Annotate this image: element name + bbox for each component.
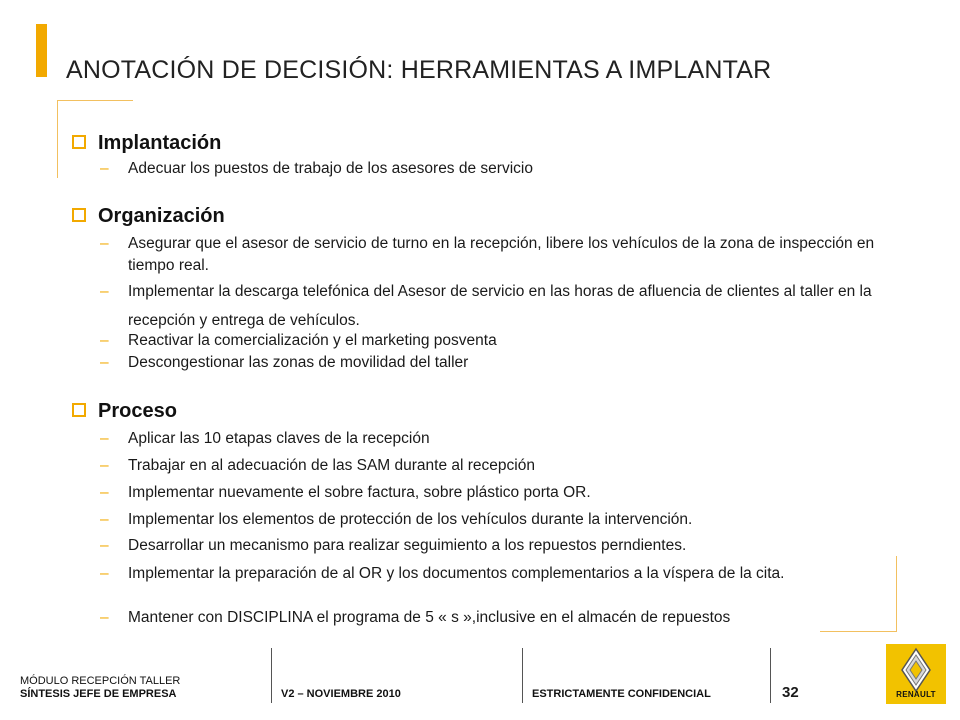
list-item: – Implementar nuevamente el sobre factura, sobre plástico porta OR. — [100, 482, 900, 504]
bottom-corner-line-h — [820, 631, 897, 632]
renault-logo — [886, 644, 946, 704]
footer-module-line2: SÍNTESIS JEFE DE EMPRESA — [20, 688, 177, 700]
section-heading-proceso: Proceso — [72, 400, 177, 423]
list-item: – Aplicar las 10 etapas claves de la recepción — [100, 428, 900, 450]
list-item: – Descongestionar las zonas de movilidad del taller — [100, 352, 900, 374]
footer-module-line1: MÓDULO RECEPCIÓN TALLER — [20, 675, 181, 687]
list-item: – Desarrollar un mecanismo para realizar seguimiento a los repuestos perndientes. — [100, 535, 900, 557]
footer-confidential: ESTRICTAMENTE CONFIDENCIAL — [532, 688, 711, 700]
dash-bullet: – — [100, 332, 109, 349]
footer-separator — [271, 648, 272, 703]
dash-bullet: – — [100, 283, 109, 300]
dash-bullet: – — [100, 235, 109, 252]
list-item: – Implementar los elementos de protección de los vehículos durante la intervención. — [100, 509, 900, 531]
title-accent-bar — [36, 24, 47, 77]
footer-separator — [770, 648, 771, 703]
footer-version: V2 – NOVIEMBRE 2010 — [281, 688, 401, 700]
dash-bullet: – — [100, 511, 109, 528]
dash-bullet: – — [100, 160, 109, 177]
page-number: 32 — [782, 684, 799, 701]
dash-bullet: – — [100, 537, 109, 554]
dash-bullet: – — [100, 609, 109, 626]
checkbox-square-icon — [72, 403, 86, 417]
list-item: – Mantener con DISCIPLINA el programa de 5 « s »,inclusive en el almacén de repuestos — [100, 607, 900, 629]
list-item: – Asegurar que el asesor de servicio de turno en la recepción, libere los vehículos de la zona de inspección en tiempo real. — [100, 235, 875, 274]
dash-bullet: – — [100, 484, 109, 501]
dash-bullet: – — [100, 354, 109, 371]
checkbox-square-icon — [72, 208, 86, 222]
list-item: – Implementar la descarga telefónica del Asesor de servicio en las horas de afluencia de clientes al taller en la recepción y entrega de vehículos. — [100, 277, 900, 335]
dash-bullet: – — [100, 457, 109, 474]
list-item: – Trabajar en al adecuación de las SAM durante al recepción — [100, 455, 900, 477]
top-corner-line-v — [57, 100, 58, 178]
dash-bullet: – — [100, 430, 109, 447]
dash-bullet: – — [100, 565, 109, 582]
footer-separator — [522, 648, 523, 703]
section-heading-organizacion: Organización — [72, 205, 225, 228]
list-item: – Implementar la preparación de al OR y los documentos complementarios a la víspera de la cita. — [100, 560, 900, 587]
section-heading-implantacion: Implantación — [72, 132, 221, 155]
top-corner-line-h — [57, 100, 133, 101]
checkbox-square-icon — [72, 135, 86, 149]
list-item: – Reactivar la comercialización y el marketing posventa — [100, 330, 900, 352]
page-title: ANOTACIÓN DE DECISIÓN: HERRAMIENTAS A IMPLANTAR — [66, 56, 772, 84]
list-item: – Adecuar los puestos de trabajo de los asesores de servicio — [100, 158, 900, 180]
brand-name: RENAULT — [896, 690, 936, 699]
